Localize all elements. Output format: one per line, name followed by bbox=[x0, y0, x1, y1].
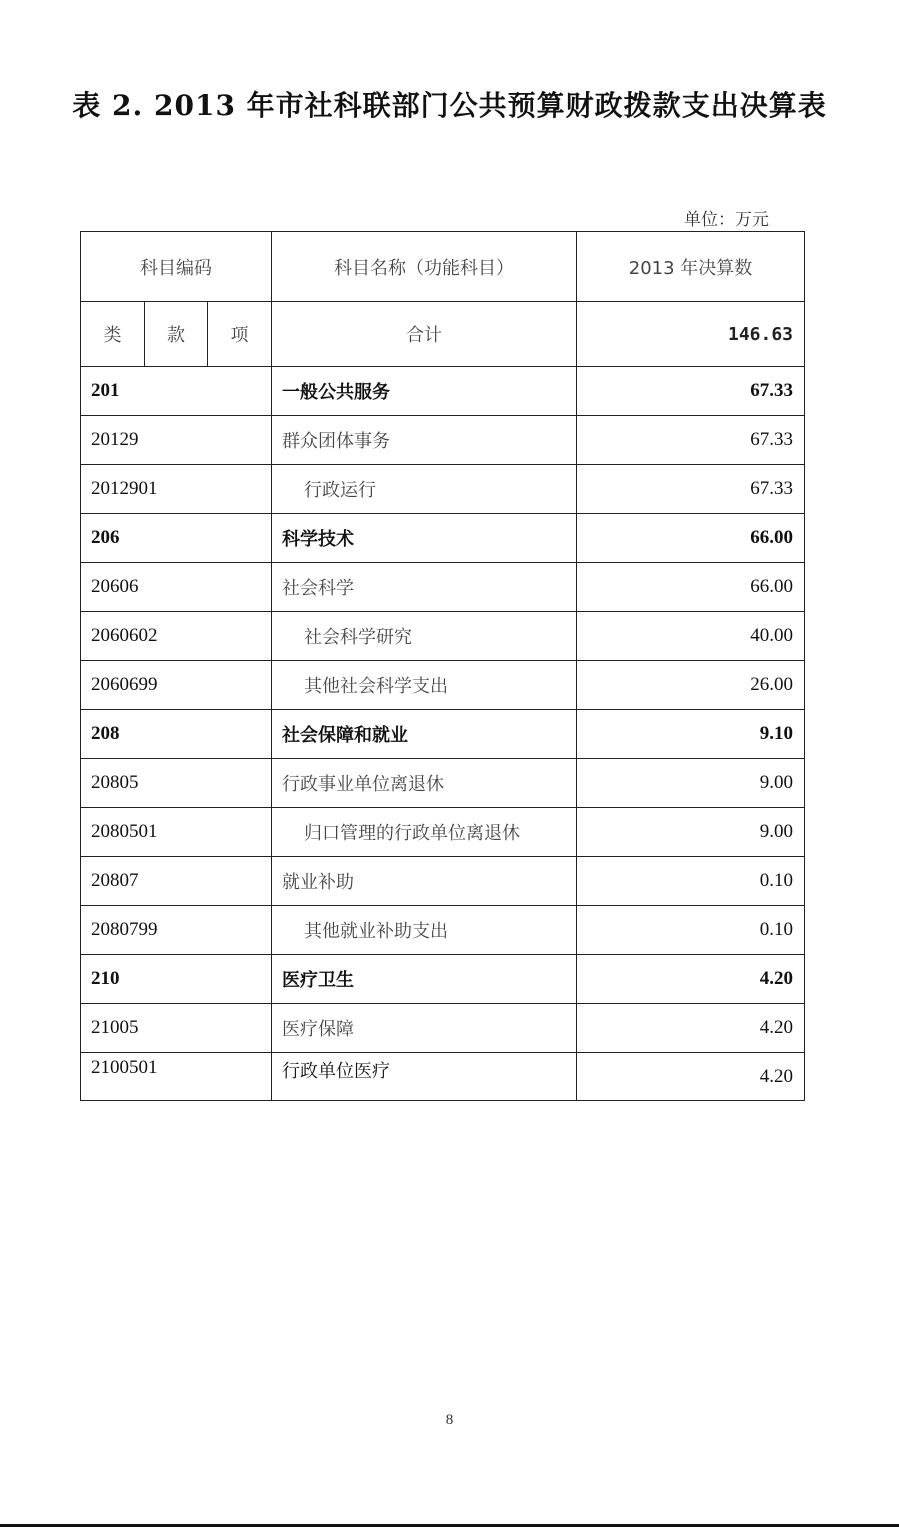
table-row bbox=[81, 857, 805, 906]
row-code: 210 bbox=[81, 955, 272, 1004]
table-row bbox=[81, 808, 805, 857]
table-row bbox=[81, 1053, 805, 1101]
row-name: 医疗卫生 bbox=[272, 955, 577, 1004]
row-amount: 67.33 bbox=[577, 465, 805, 514]
subheader-xiang: 项 bbox=[208, 302, 272, 367]
row-name: 社会保障和就业 bbox=[272, 710, 577, 759]
subheader-lei: 类 bbox=[81, 302, 145, 367]
table-row bbox=[81, 563, 805, 612]
subheader-row bbox=[81, 302, 805, 367]
row-name: 行政运行 bbox=[272, 465, 577, 514]
row-amount: 67.33 bbox=[577, 416, 805, 465]
row-amount: 4.20 bbox=[577, 1053, 805, 1101]
bottom-divider bbox=[0, 1524, 899, 1527]
row-code: 20606 bbox=[81, 563, 272, 612]
row-code: 2060699 bbox=[81, 661, 272, 710]
header-code: 科目编码 bbox=[81, 232, 272, 302]
row-code: 2080501 bbox=[81, 808, 272, 857]
table-row bbox=[81, 612, 805, 661]
table-row bbox=[81, 955, 805, 1004]
row-name: 归口管理的行政单位离退休 bbox=[272, 808, 577, 857]
row-name: 社会科学 bbox=[272, 563, 577, 612]
row-amount: 4.20 bbox=[577, 1004, 805, 1053]
row-code: 20805 bbox=[81, 759, 272, 808]
row-amount: 4.20 bbox=[577, 955, 805, 1004]
table-row bbox=[81, 416, 805, 465]
row-amount: 67.33 bbox=[577, 367, 805, 416]
table-row bbox=[81, 759, 805, 808]
table-row bbox=[81, 465, 805, 514]
row-amount: 0.10 bbox=[577, 906, 805, 955]
row-name: 行政事业单位离退休 bbox=[272, 759, 577, 808]
row-amount: 40.00 bbox=[577, 612, 805, 661]
row-name: 其他就业补助支出 bbox=[272, 906, 577, 955]
table-row bbox=[81, 367, 805, 416]
subheader-kuan: 款 bbox=[145, 302, 208, 367]
total-label: 合计 bbox=[272, 302, 577, 367]
row-name: 就业补助 bbox=[272, 857, 577, 906]
row-amount: 66.00 bbox=[577, 514, 805, 563]
row-name: 医疗保障 bbox=[272, 1004, 577, 1053]
table-row bbox=[81, 514, 805, 563]
row-name: 群众团体事务 bbox=[272, 416, 577, 465]
header-name: 科目名称（功能科目） bbox=[272, 232, 577, 302]
row-code: 2100501 bbox=[81, 1053, 272, 1101]
row-amount: 9.00 bbox=[577, 759, 805, 808]
row-code: 206 bbox=[81, 514, 272, 563]
table-row bbox=[81, 1004, 805, 1053]
total-value: 146.63 bbox=[577, 302, 805, 367]
row-name: 其他社会科学支出 bbox=[272, 661, 577, 710]
row-code: 21005 bbox=[81, 1004, 272, 1053]
row-amount: 9.00 bbox=[577, 808, 805, 857]
row-amount: 66.00 bbox=[577, 563, 805, 612]
table-row bbox=[81, 710, 805, 759]
table-row bbox=[81, 906, 805, 955]
row-code: 20129 bbox=[81, 416, 272, 465]
row-code: 2012901 bbox=[81, 465, 272, 514]
row-amount: 0.10 bbox=[577, 857, 805, 906]
row-code: 208 bbox=[81, 710, 272, 759]
row-code: 20807 bbox=[81, 857, 272, 906]
row-name: 一般公共服务 bbox=[272, 367, 577, 416]
unit-label: 单位：万元 bbox=[684, 210, 769, 230]
row-amount: 26.00 bbox=[577, 661, 805, 710]
row-name: 行政单位医疗 bbox=[272, 1053, 577, 1101]
budget-table bbox=[80, 231, 805, 1101]
page-title: 表 2. 2013 年市社科联部门公共预算财政拨款支出决算表 bbox=[72, 89, 827, 122]
table-row bbox=[81, 661, 805, 710]
header-row bbox=[81, 232, 805, 302]
row-code: 2060602 bbox=[81, 612, 272, 661]
header-amount: 2013 年决算数 bbox=[577, 232, 805, 302]
row-amount: 9.10 bbox=[577, 710, 805, 759]
row-name: 科学技术 bbox=[272, 514, 577, 563]
row-code: 201 bbox=[81, 367, 272, 416]
row-name: 社会科学研究 bbox=[272, 612, 577, 661]
row-code: 2080799 bbox=[81, 906, 272, 955]
page-number: 8 bbox=[445, 1412, 454, 1428]
